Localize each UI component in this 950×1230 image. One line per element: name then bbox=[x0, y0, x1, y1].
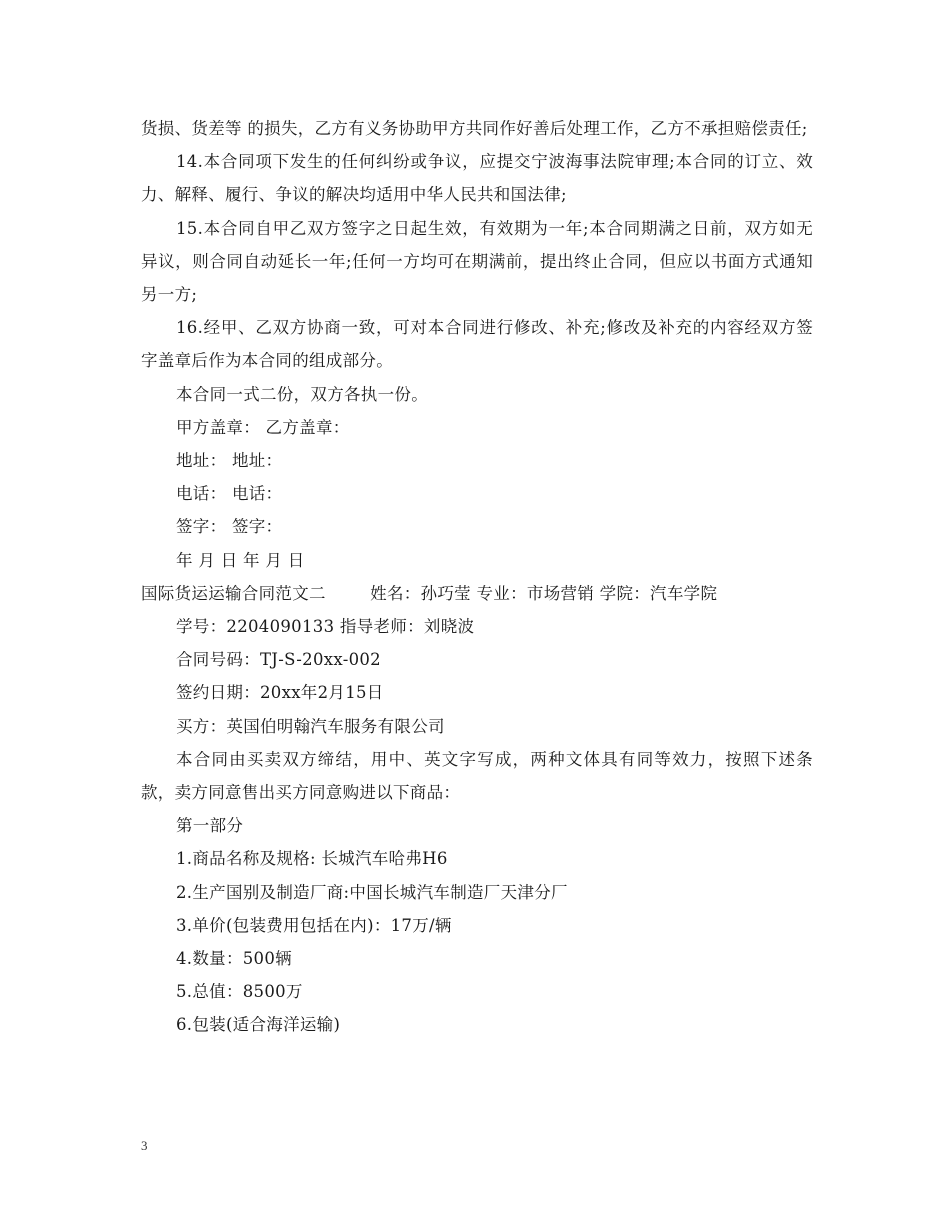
signature-sign-line: 签字： 签字： bbox=[176, 517, 283, 537]
section-part-one: 第一部分 bbox=[176, 816, 244, 836]
item-quantity: 4.数量：500辆 bbox=[176, 949, 292, 969]
paragraph-clause-16: 16.经甲、乙双方协商一致，可对本合同进行修改、补充;修改及补充的内容经双方签字盖章后作为本合同的组成部分。 bbox=[141, 318, 813, 371]
item-product-name: 1.商品名称及规格: 长城汽车哈弗H6 bbox=[176, 849, 448, 869]
document-body bbox=[141, 112, 813, 1042]
item-manufacturer: 2.生产国别及制造厂商:中国长城汽车制造厂天津分厂 bbox=[176, 882, 568, 902]
signing-date-line: 签约日期：20xx年2月15日 bbox=[176, 683, 384, 703]
paragraph-damage-liability: 货损、货差等 的损失，乙方有义务协助甲方共同作好善后处理工作，乙方不承担赔偿责任; bbox=[141, 119, 808, 138]
paragraph-copies: 本合同一式二份，双方各执一份。 bbox=[176, 384, 428, 404]
paragraph-clause-15: 15.本合同自甲乙双方签字之日起生效，有效期为一年;本合同期满之日前，双方如无异议，则合同自动延长一年;任何一方均可在期满前，提出终止合同，但应以书面方式通知另一方; bbox=[141, 218, 813, 305]
page-number: 3 bbox=[141, 1138, 148, 1153]
contract-number-line: 合同号码：TJ-S-20xx-002 bbox=[176, 650, 381, 670]
student-id-line: 学号：2204090133 指导老师：刘晓波 bbox=[176, 617, 475, 637]
signature-address-line: 地址： 地址： bbox=[176, 451, 283, 471]
paragraph-clause-14: 14.本合同项下发生的任何纠纷或争议，应提交宁波海事法院审理;本合同的订立、效力、解释、履行、争议的解决均适用中华人民共和国法律; bbox=[141, 152, 813, 205]
signature-seal-line: 甲方盖章： 乙方盖章： bbox=[176, 417, 350, 437]
second-contract-header: 国际货运运输合同范文二 姓名：孙巧莹 专业：市场营销 学院：汽车学院 bbox=[141, 583, 718, 603]
item-total-value: 5.总值：8500万 bbox=[176, 982, 303, 1002]
buyer-line: 买方：英国伯明翰汽车服务有限公司 bbox=[176, 716, 445, 736]
item-packing: 6.包装(适合海洋运输) bbox=[176, 1015, 341, 1035]
signature-phone-line: 电话： 电话： bbox=[176, 484, 283, 504]
item-unit-price: 3.单价(包装费用包括在内)：17万/辆 bbox=[176, 915, 452, 935]
paragraph-contract-intro: 本合同由买卖双方缔结，用中、英文字写成，两种文体具有同等效力，按照下述条款，卖方同意售出买方同意购进以下商品： bbox=[141, 749, 813, 803]
signature-date-line: 年 月 日 年 月 日 bbox=[176, 550, 305, 570]
